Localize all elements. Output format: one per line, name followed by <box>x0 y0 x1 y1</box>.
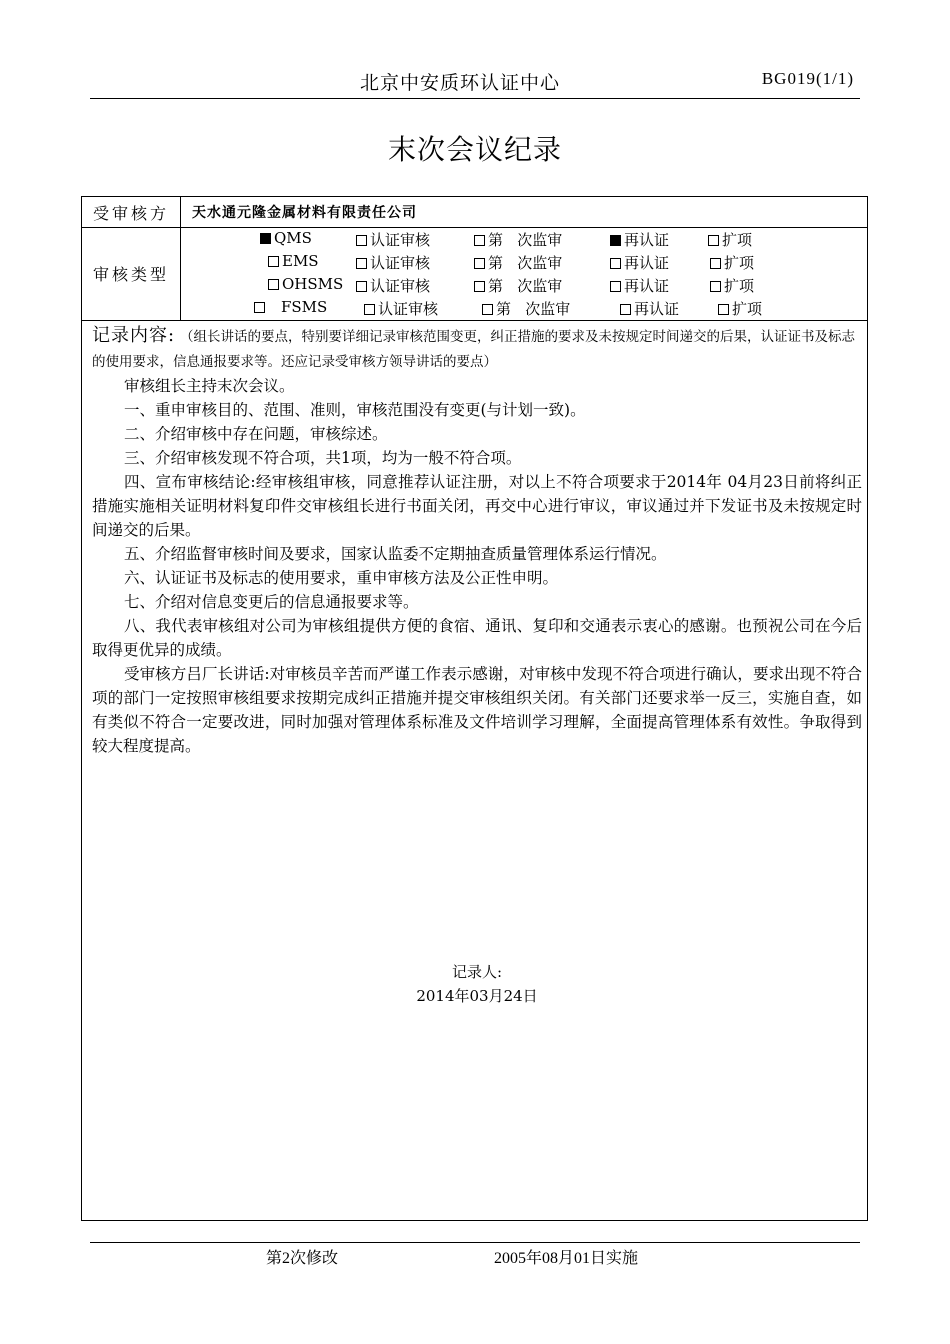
effective-date: 2005年08月01日实施 <box>494 1250 639 1267</box>
option-recert[interactable]: 再认证 <box>610 229 669 250</box>
checkbox-recert[interactable] <box>610 281 621 292</box>
signature-block <box>92 960 862 1008</box>
option-cert-audit[interactable]: 认证审核 <box>364 298 438 319</box>
checkbox-qms[interactable] <box>260 233 271 244</box>
page-footer <box>90 1242 860 1273</box>
organization-name: 北京中安质环认证中心 <box>360 72 561 94</box>
option-extension[interactable]: 扩项 <box>718 298 762 319</box>
checkbox-surveillance[interactable] <box>474 258 485 269</box>
checkbox-ems[interactable] <box>268 256 279 267</box>
option-cert-audit[interactable]: 认证审核 <box>356 252 430 273</box>
record-paragraph: 审核组长主持末次会议。 <box>124 377 295 395</box>
checkbox-fsms[interactable] <box>254 302 265 313</box>
record-paragraph: 八、我代表审核组对公司为审核组提供方便的食宿、通讯、复印和交通表示衷心的感谢。也预祝公司在今后取得更优异的成绩。 <box>92 617 862 659</box>
option-extension[interactable]: 扩项 <box>710 252 754 273</box>
page-header <box>90 64 860 99</box>
option-recert[interactable]: 再认证 <box>610 252 669 273</box>
checkbox-recert[interactable] <box>610 235 621 246</box>
checkbox-extension[interactable] <box>710 258 721 269</box>
option-extension[interactable]: 扩项 <box>710 275 754 296</box>
option-surveillance[interactable]: 第 次监审 <box>482 298 570 319</box>
option-recert[interactable]: 再认证 <box>610 275 669 296</box>
system-checkbox[interactable]: EMS <box>268 252 319 270</box>
record-paragraph: 六、认证证书及标志的使用要求，重申审核方法及公正性申明。 <box>124 569 559 587</box>
checkbox-ohsms[interactable] <box>268 279 279 290</box>
option-cert-audit[interactable]: 认证审核 <box>356 275 430 296</box>
record-date: 2014年03月24日 <box>416 987 538 1005</box>
checkbox-recert[interactable] <box>620 304 631 315</box>
auditee-label: 受审核方 <box>82 197 181 227</box>
auditee-value: 天水通元隆金属材料有限责任公司 <box>192 205 417 221</box>
page-title: 末次会议纪录 <box>387 133 562 166</box>
audit-type-row <box>82 227 867 321</box>
option-recert[interactable]: 再认证 <box>620 298 679 319</box>
checkbox-surveillance[interactable] <box>482 304 493 315</box>
audit-type-label: 审核类型 <box>82 227 181 320</box>
record-paragraph: 受审核方吕厂长讲话:对审核员辛苦而严谨工作表示感谢，对审核中发现不符合项进行确认，要求出现不符合项的部门一定按照审核组要求按期完成纠正措施并提交审核组织关闭。有关部门还要求举一反三，实施自查，如有类似不符合一定要改进，同时加强对管理体系标准及文件培训学习理解，全面提高管理体系有效性。争取得到较大程度提高。 <box>92 665 862 755</box>
option-extension[interactable]: 扩项 <box>708 229 752 250</box>
record-intro <box>92 324 862 374</box>
record-paragraph: 一、重申审核目的、范围、准则，审核范围没有变更(与计划一致)。 <box>124 401 586 419</box>
checkbox-cert-audit[interactable] <box>356 235 367 246</box>
revision-number: 第2次修改 <box>266 1250 339 1267</box>
checkbox-cert-audit[interactable] <box>356 258 367 269</box>
option-surveillance[interactable]: 第 次监审 <box>474 252 562 273</box>
checkbox-surveillance[interactable] <box>474 235 485 246</box>
checkbox-surveillance[interactable] <box>474 281 485 292</box>
checkbox-extension[interactable] <box>718 304 729 315</box>
record-paragraph: 三、介绍审核发现不符合项，共1项，均为一般不符合项。 <box>124 449 522 467</box>
auditee-row <box>82 197 867 228</box>
option-surveillance[interactable]: 第 次监审 <box>474 275 562 296</box>
record-paragraph: 四、宣布审核结论:经审核组审核，同意推荐认证注册，对以上不符合项要求于2014年 04月23日前将纠正措施实施相关证明材料复印件交审核组长进行书面关闭，再交中心进行审议，审议通过并下发证书及未按规定时间递交的后果。 <box>92 473 862 539</box>
system-checkbox[interactable]: OHSMS <box>268 275 343 293</box>
recorder-label: 记录人: <box>451 963 503 981</box>
system-checkbox[interactable]: FSMS <box>254 298 327 316</box>
option-surveillance[interactable]: 第 次监审 <box>474 229 562 250</box>
checkbox-extension[interactable] <box>710 281 721 292</box>
record-paragraph: 二、介绍审核中存在问题，审核综述。 <box>124 425 388 443</box>
option-cert-audit[interactable]: 认证审核 <box>356 229 430 250</box>
checkbox-cert-audit[interactable] <box>364 304 375 315</box>
checkbox-extension[interactable] <box>708 235 719 246</box>
record-heading: 记录内容: <box>92 325 176 346</box>
record-content <box>92 324 862 1005</box>
record-instructions: （组长讲话的要点，特别要详细记录审核范围变更，纠正措施的要求及未按规定时间递交的后果，认证证书及标志的使用要求，信息通报要求等。还应记录受审核方领导讲话的要点） <box>92 329 856 370</box>
record-paragraph: 七、介绍对信息变更后的信息通报要求等。 <box>124 593 419 611</box>
record-paragraph: 五、介绍监督审核时间及要求，国家认监委不定期抽查质量管理体系运行情况。 <box>124 545 667 563</box>
document-code: BG019(1/1) <box>761 69 854 88</box>
system-checkbox[interactable]: QMS <box>260 229 312 247</box>
checkbox-cert-audit[interactable] <box>356 281 367 292</box>
checkbox-recert[interactable] <box>610 258 621 269</box>
meeting-record-form <box>81 196 868 1221</box>
